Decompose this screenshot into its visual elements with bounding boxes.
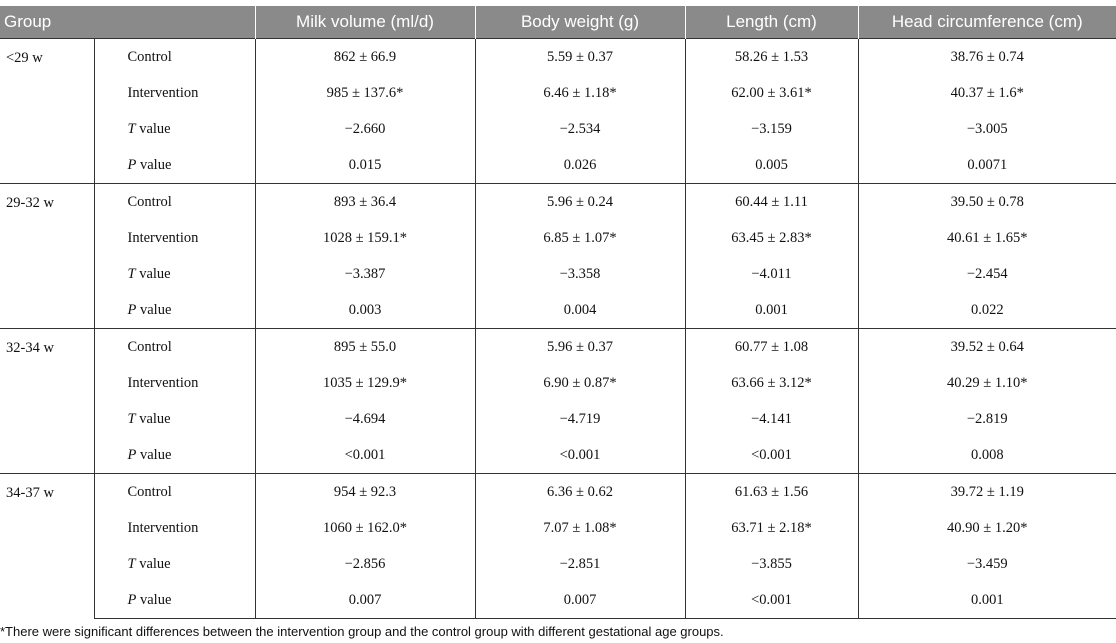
row-label-text: T value <box>127 120 171 137</box>
table-row <box>0 365 1116 401</box>
table-row <box>0 329 1116 366</box>
table-row <box>0 256 1116 292</box>
table-cell: <0.001 <box>685 582 858 619</box>
row-label: Intervention <box>94 75 255 111</box>
table-cell: <0.001 <box>255 437 475 474</box>
table-cell: 5.59 ± 0.37 <box>475 39 685 76</box>
table-cell: −2.660 <box>255 111 475 147</box>
table-row <box>0 39 1116 76</box>
table-cell: 40.61 ± 1.65* <box>858 220 1116 256</box>
table-cell: 40.29 ± 1.10* <box>858 365 1116 401</box>
table-cell: 5.96 ± 0.24 <box>475 184 685 221</box>
row-label: Intervention <box>94 510 255 546</box>
table-cell: 60.77 ± 1.08 <box>685 329 858 366</box>
row-label-text: P value <box>127 301 172 318</box>
table-row <box>0 147 1116 184</box>
table-cell: 0.0071 <box>858 147 1116 184</box>
table-cell: 6.36 ± 0.62 <box>475 474 685 511</box>
table-row <box>0 546 1116 582</box>
row-label: Control <box>94 184 255 221</box>
group-label: 32-34 w <box>0 329 94 474</box>
table-cell: 0.004 <box>475 292 685 329</box>
row-label-text: P value <box>127 446 172 463</box>
row-label: Control <box>94 474 255 511</box>
table-cell: −3.159 <box>685 111 858 147</box>
row-label-text: P value <box>127 591 172 608</box>
table-row <box>0 582 1116 619</box>
table-cell: −4.694 <box>255 401 475 437</box>
row-label-text: T value <box>127 265 171 282</box>
table-row <box>0 184 1116 221</box>
table-cell: −4.011 <box>685 256 858 292</box>
table-cell: 985 ± 137.6* <box>255 75 475 111</box>
row-label: Control <box>94 39 255 76</box>
table-row <box>0 510 1116 546</box>
table-row <box>0 75 1116 111</box>
table-cell: 1035 ± 129.9* <box>255 365 475 401</box>
table-row <box>0 437 1116 474</box>
table-cell: 895 ± 55.0 <box>255 329 475 366</box>
table-cell: 0.008 <box>858 437 1116 474</box>
table-cell: 5.96 ± 0.37 <box>475 329 685 366</box>
table-cell: 6.90 ± 0.87* <box>475 365 685 401</box>
table-cell: 6.85 ± 1.07* <box>475 220 685 256</box>
table-row <box>0 292 1116 329</box>
table-cell: 1028 ± 159.1* <box>255 220 475 256</box>
table-cell: 62.00 ± 3.61* <box>685 75 858 111</box>
row-label <box>94 147 255 184</box>
table-cell: 61.63 ± 1.56 <box>685 474 858 511</box>
table-cell: 0.001 <box>858 582 1116 619</box>
table-cell: 63.45 ± 2.83* <box>685 220 858 256</box>
table-cell: 0.005 <box>685 147 858 184</box>
table-cell: −2.534 <box>475 111 685 147</box>
group-label: 29-32 w <box>0 184 94 329</box>
table-cell: 0.007 <box>475 582 685 619</box>
table-cell: 58.26 ± 1.53 <box>685 39 858 76</box>
table-cell: 60.44 ± 1.11 <box>685 184 858 221</box>
table-cell: 0.015 <box>255 147 475 184</box>
header-head-circumference: Head circumference (cm) <box>858 6 1116 39</box>
row-label: Intervention <box>94 220 255 256</box>
table-cell: 38.76 ± 0.74 <box>858 39 1116 76</box>
row-label: Intervention <box>94 365 255 401</box>
table-row <box>0 220 1116 256</box>
table-cell: 0.026 <box>475 147 685 184</box>
table-cell: 7.07 ± 1.08* <box>475 510 685 546</box>
group-label: 34-37 w <box>0 474 94 619</box>
table-cell: −4.141 <box>685 401 858 437</box>
table-cell: 0.001 <box>685 292 858 329</box>
table-cell: −2.454 <box>858 256 1116 292</box>
table-cell: 6.46 ± 1.18* <box>475 75 685 111</box>
table-cell: <0.001 <box>685 437 858 474</box>
row-label <box>94 582 255 619</box>
table-cell: −3.358 <box>475 256 685 292</box>
row-label <box>94 256 255 292</box>
row-label <box>94 437 255 474</box>
header-row <box>0 6 1116 39</box>
table-cell: −3.005 <box>858 111 1116 147</box>
table-cell: −2.819 <box>858 401 1116 437</box>
header-length: Length (cm) <box>685 6 858 39</box>
results-table <box>0 6 1116 619</box>
table-cell: 39.50 ± 0.78 <box>858 184 1116 221</box>
table-cell: 0.022 <box>858 292 1116 329</box>
group-label: <29 w <box>0 39 94 184</box>
header-body-weight: Body weight (g) <box>475 6 685 39</box>
row-label <box>94 111 255 147</box>
table-cell: 954 ± 92.3 <box>255 474 475 511</box>
row-label <box>94 401 255 437</box>
row-label-text: T value <box>127 410 171 427</box>
table-cell: 893 ± 36.4 <box>255 184 475 221</box>
table-cell: 39.72 ± 1.19 <box>858 474 1116 511</box>
table-cell: −4.719 <box>475 401 685 437</box>
table-cell: <0.001 <box>475 437 685 474</box>
header-group: Group <box>0 6 255 39</box>
table-row <box>0 401 1116 437</box>
table-cell: 1060 ± 162.0* <box>255 510 475 546</box>
row-label <box>94 546 255 582</box>
table-cell: 862 ± 66.9 <box>255 39 475 76</box>
table-cell: −3.855 <box>685 546 858 582</box>
table-row <box>0 474 1116 511</box>
table-cell: 0.007 <box>255 582 475 619</box>
table-cell: −2.851 <box>475 546 685 582</box>
row-label-text: P value <box>127 156 172 173</box>
table-row <box>0 111 1116 147</box>
table-cell: 40.37 ± 1.6* <box>858 75 1116 111</box>
table-cell: 39.52 ± 0.64 <box>858 329 1116 366</box>
header-milk-volume: Milk volume (ml/d) <box>255 6 475 39</box>
table-cell: 40.90 ± 1.20* <box>858 510 1116 546</box>
table-cell: 63.71 ± 2.18* <box>685 510 858 546</box>
table-cell: 0.003 <box>255 292 475 329</box>
row-label: Control <box>94 329 255 366</box>
table-cell: 63.66 ± 3.12* <box>685 365 858 401</box>
table-cell: −2.856 <box>255 546 475 582</box>
row-label <box>94 292 255 329</box>
table-cell: −3.459 <box>858 546 1116 582</box>
table-cell: −3.387 <box>255 256 475 292</box>
footnote: *There were significant differences between the intervention group and the control group with different gestational age groups. <box>0 624 724 639</box>
row-label-text: T value <box>127 555 171 572</box>
